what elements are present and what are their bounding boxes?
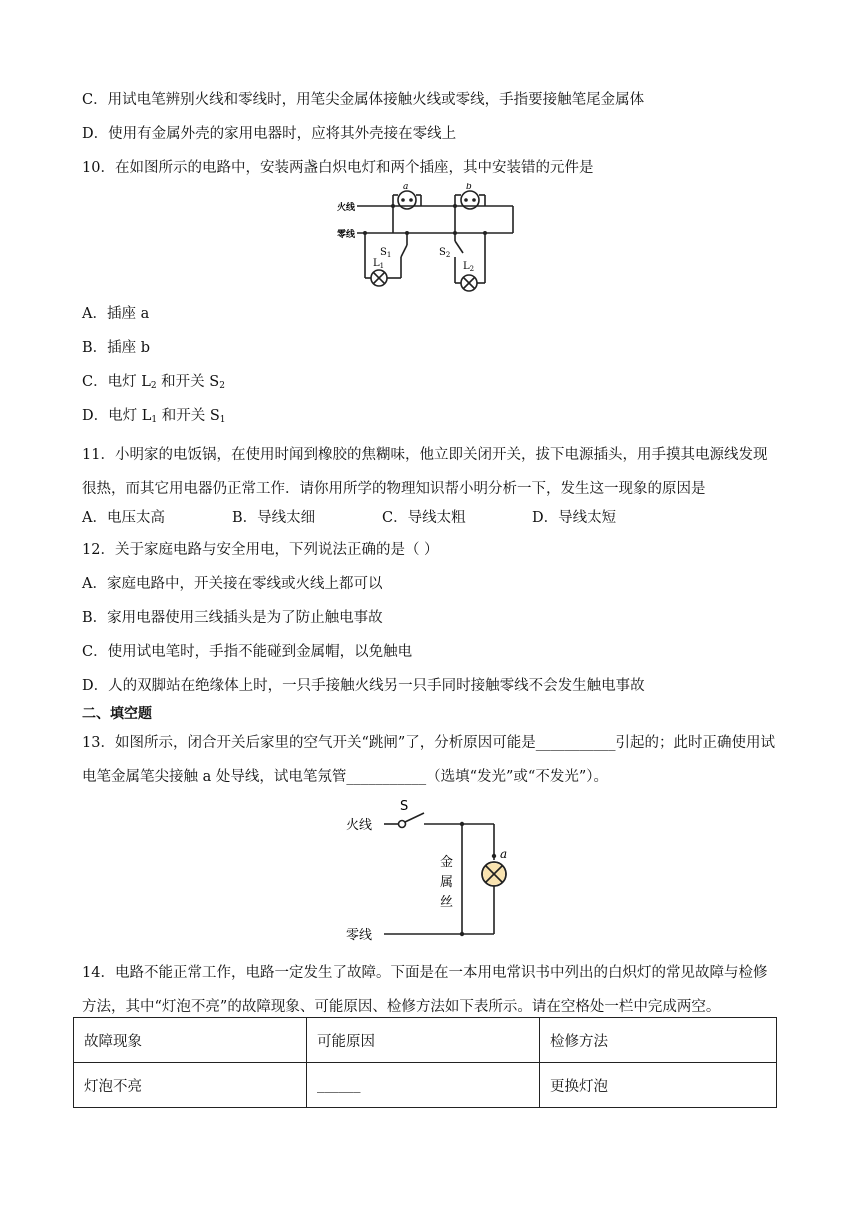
q13-point-a-label: a <box>500 847 508 861</box>
q11-option-c: C．导线太粗 <box>382 510 466 526</box>
section-title: 二、填空题 <box>82 706 152 722</box>
q10-lamp1-label: $L_1$ <box>373 258 385 270</box>
table-cell: 更换灯泡 <box>540 1063 777 1108</box>
q10-live-label: 火线 <box>337 203 356 213</box>
q11-option-d: D．导线太短 <box>532 510 617 526</box>
q11-options <box>82 508 616 528</box>
q13-circuit-diagram <box>340 796 520 946</box>
q10-socket-a-label: a <box>403 183 409 192</box>
q9-option-c: C．用试电笔辨别火线和零线时，用笔尖金属体接触火线或零线，手指要接触笔尾金属体 <box>82 92 645 108</box>
q13-switch-label: S <box>400 799 409 814</box>
table-header-cell: 故障现象 <box>74 1018 307 1063</box>
q10-lamp2-label: $L_2$ <box>463 261 475 273</box>
fault-table <box>73 1017 777 1108</box>
q10-option-b: B．插座 b <box>82 340 151 356</box>
q12-option-c: C．使用试电笔时，手指不能碰到金属帽，以免触电 <box>82 644 413 660</box>
q13-wire-label-2: 属 <box>440 875 454 890</box>
q12-option-d: D．人的双脚站在绝缘体上时，一只手接触火线另一只手同时接触零线不会发生触电事故 <box>82 678 645 694</box>
q10-neutral-label: 零线 <box>337 230 356 240</box>
q12-option-a: A．家庭电路中，开关接在零线或火线上都可以 <box>82 576 383 592</box>
q12-option-b: B．家用电器使用三线插头是为了防止触电事故 <box>82 610 383 626</box>
table-cell: 灯泡不亮 <box>74 1063 307 1108</box>
q10-option-c: C．电灯 $L_2$ 和开关 $S_2$ <box>82 374 225 391</box>
table-header-cell: 检修方法 <box>540 1018 777 1063</box>
table-cell-blank: ______ <box>307 1063 540 1108</box>
q10-switch2-label: $S_2$ <box>439 247 451 259</box>
q10-option-d: D．电灯 $L_1$ 和开关 $S_1$ <box>82 408 226 425</box>
q11-option-a: A．电压太高 <box>82 510 165 526</box>
q13-stem: 13．如图所示，闭合开关后家里的空气开关“跳闸”了，分析原因可能是___________引起的；此时正确使用试电笔金属笔尖接触 a 处导线，试电笔氖管___________（选填“发光”或“不发光”）。 <box>82 735 776 785</box>
q14-stem: 14．电路不能正常工作，电路一定发生了故障。下面是在一本用电常识书中列出的白炽灯的常见故障与检修方法，其中“灯泡不亮”的故障现象、可能原因、检修方法如下表所示。请在空格处一栏中完成两空。 <box>82 965 768 1015</box>
q11-stem: 11．小明家的电饭锅，在使用时闻到橡胶的焦糊味，他立即关闭开关，拔下电源插头，用手摸其电源线发现很热，而其它用电器仍正常工作．请你用所学的物理知识帮小明分析一下，发生这一现象的原因是 <box>82 447 768 497</box>
q10-socket-b-label: b <box>466 183 472 192</box>
q13-wire-label-1: 金 <box>440 855 454 870</box>
table-header-cell: 可能原因 <box>307 1018 540 1063</box>
q10-switch1-label: $S_1$ <box>380 247 392 259</box>
q10-stem: 10．在如图所示的电路中，安装两盏白炽电灯和两个插座，其中安装错的元件是 <box>82 160 594 176</box>
q11-option-b: B．导线太细 <box>232 510 316 526</box>
q13-neutral-label: 零线 <box>346 928 373 943</box>
q9-option-d: D．使用有金属外壳的家用电器时，应将其外壳接在零线上 <box>82 126 457 142</box>
q13-live-label: 火线 <box>346 818 373 833</box>
q10-option-a: A．插座 a <box>82 306 150 322</box>
table-row <box>74 1063 777 1108</box>
table-header-row <box>74 1018 777 1063</box>
q12-stem: 12．关于家庭电路与安全用电，下列说法正确的是（ ） <box>82 542 439 558</box>
q10-circuit-diagram <box>335 183 525 293</box>
q13-wire-label-3: 丝 <box>440 895 454 910</box>
